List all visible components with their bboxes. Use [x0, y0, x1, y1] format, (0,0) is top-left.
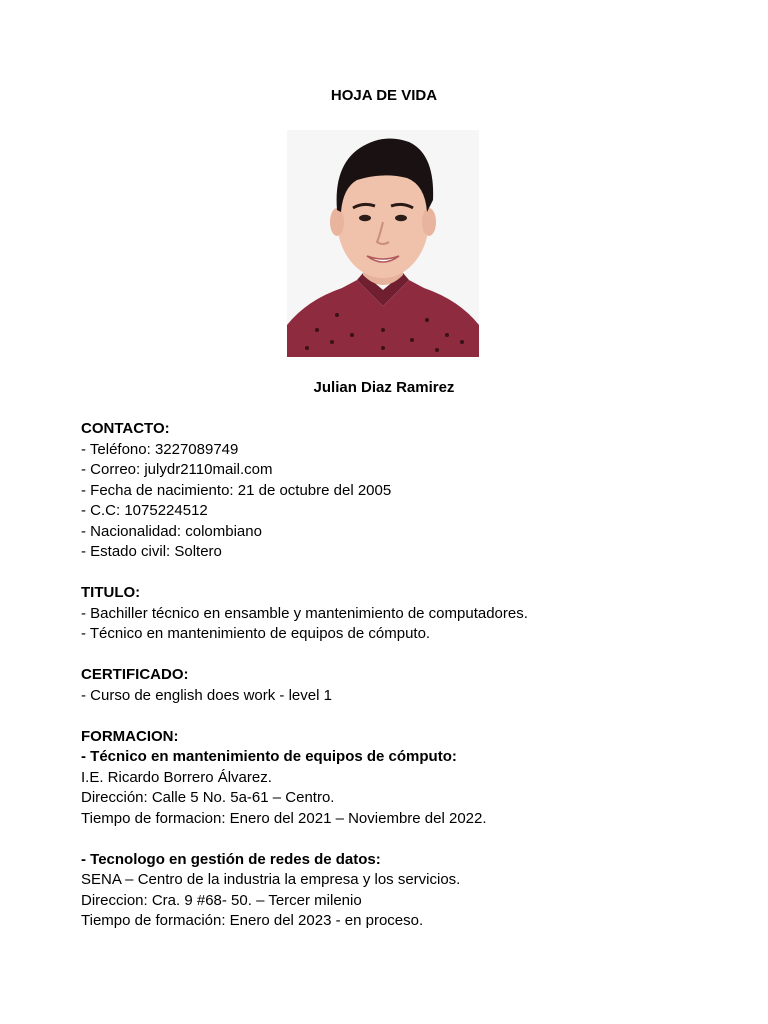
certificate-heading: CERTIFICADO: — [81, 666, 189, 683]
program-duration: Tiempo de formación: Enero del 2023 - en proceso. — [81, 912, 424, 929]
degree-item: - Bachiller técnico en ensamble y mantenimiento de computadores. — [81, 604, 528, 622]
birthdate-line: - Fecha de nacimiento: 21 de octubre del 2005 — [81, 481, 392, 499]
contact-heading: CONTACTO: — [81, 420, 170, 437]
program-address: Direccion: Cra. 9 #68- 50. – Tercer milenio — [81, 891, 362, 909]
contact-section — [81, 419, 721, 563]
profile-photo — [287, 130, 479, 357]
program-address: Dirección: Calle 5 No. 5a-61 – Centro. — [81, 789, 335, 806]
program-institution: SENA – Centro de la industria la empresa y los servicios. — [81, 871, 461, 888]
spacer — [81, 829, 721, 850]
civil-status-line: - Estado civil: Soltero — [81, 543, 222, 560]
program-duration: Tiempo de formacion: Enero del 2021 – Noviembre del 2022. — [81, 809, 487, 827]
degree-section — [81, 583, 721, 645]
resume-content — [81, 419, 721, 952]
id-number-line: - C.C: 1075224512 — [81, 502, 208, 519]
program-title: - Técnico en mantenimiento de equipos de cómputo: — [81, 748, 457, 765]
nationality-line: - Nacionalidad: colombiano — [81, 522, 262, 540]
document-title: HOJA DE VIDA — [330, 87, 438, 104]
certificate-item: - Curso de english does work - level 1 — [81, 686, 332, 704]
program-institution: I.E. Ricardo Borrero Álvarez. — [81, 768, 272, 786]
phone-line: - Teléfono: 3227089749 — [81, 440, 239, 458]
program-title: - Tecnologo en gestión de redes de datos: — [81, 850, 381, 868]
education-heading: FORMACION: — [81, 727, 179, 745]
degree-heading: TITULO: — [81, 584, 141, 601]
candidate-name: Julian Diaz Ramirez — [313, 379, 455, 396]
degree-item: - Técnico en mantenimiento de equipos de cómputo. — [81, 625, 431, 642]
education-section — [81, 727, 721, 932]
email-line: - Correo: julydr2110mail.com — [81, 461, 273, 478]
certificate-section — [81, 665, 721, 706]
portrait-image — [287, 130, 479, 357]
